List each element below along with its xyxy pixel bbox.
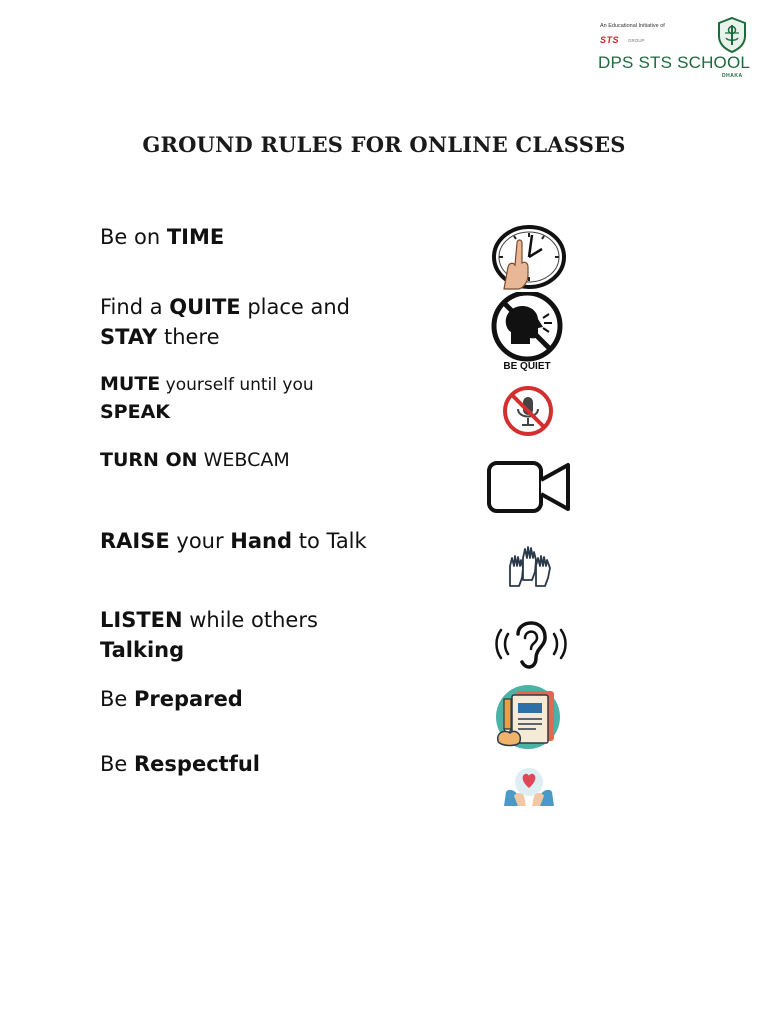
rule-keyword: Prepared (134, 687, 243, 711)
rule-quiet-place (100, 292, 400, 352)
respect-heart-icon (500, 762, 558, 810)
rule-text: Be (100, 752, 135, 776)
rule-keyword: LISTEN (100, 608, 183, 632)
school-name: DPS STS SCHOOL (598, 53, 751, 72)
rule-text: to Talk (292, 529, 367, 553)
muted-microphone-icon (500, 385, 556, 437)
be-quiet-icon (486, 292, 568, 372)
rule-be-respectful (100, 749, 400, 779)
listening-ear-icon (490, 612, 570, 674)
rule-text: WEBCAM (197, 449, 290, 471)
rule-mute (100, 371, 400, 426)
rule-webcam (100, 447, 400, 474)
rule-keyword: Talking (100, 638, 185, 662)
rule-keyword: TURN ON (100, 449, 198, 471)
page-title: GROUND RULES FOR ONLINE CLASSES (142, 132, 626, 157)
rule-text: yourself until you (160, 375, 314, 395)
video-camera-icon (486, 460, 572, 514)
be-quiet-caption: BE QUIET (503, 361, 551, 372)
rule-keyword: RAISE (100, 529, 170, 553)
rule-keyword: STAY (100, 325, 158, 349)
logo-tagline: An Educational Initiative of (600, 23, 665, 29)
rule-keyword: SPEAK (100, 401, 171, 423)
partner-logo-subtext: GROUP (628, 38, 645, 43)
rule-keyword: MUTE (100, 373, 161, 395)
rule-listen (100, 605, 400, 665)
rule-raise-hand (100, 526, 400, 556)
school-logo (598, 16, 758, 82)
rule-keyword: QUITE (169, 295, 241, 319)
rule-text: Be (100, 687, 135, 711)
rule-be-on-time (100, 222, 400, 252)
rule-text: place and (240, 295, 350, 319)
rule-be-prepared (100, 684, 400, 714)
partner-logo-text: STS (600, 35, 620, 45)
raised-hands-icon (506, 544, 554, 588)
rule-text: while others (182, 608, 318, 632)
clock-icon (490, 223, 568, 291)
rule-keyword: Respectful (134, 752, 260, 776)
school-crest-icon (713, 16, 751, 54)
rule-keyword: Hand (230, 529, 293, 553)
school-city: DHAKA (722, 73, 743, 79)
rule-text: Be on (100, 225, 167, 249)
rule-text: Find a (100, 295, 170, 319)
study-materials-icon (490, 683, 566, 751)
rule-keyword: TIME (166, 225, 225, 249)
rule-text: there (157, 325, 220, 349)
rule-text: your (169, 529, 231, 553)
